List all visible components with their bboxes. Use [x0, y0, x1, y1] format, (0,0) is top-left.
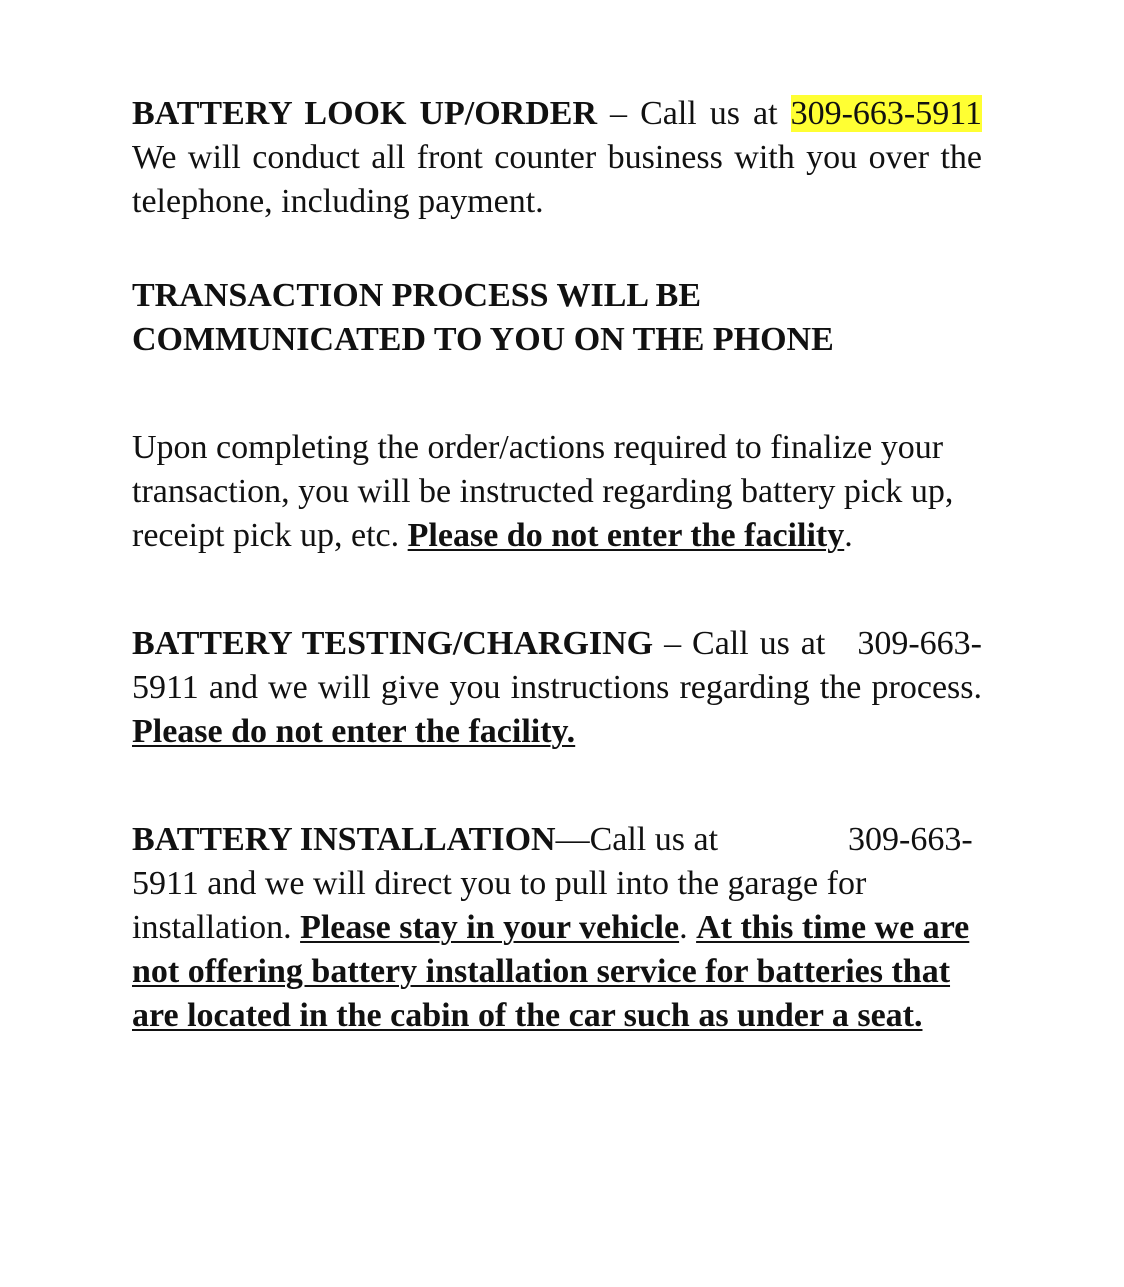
battery-installation-stay-warning: Please stay in your vehicle: [300, 909, 680, 946]
battery-lookup-paragraph: [132, 92, 982, 224]
battery-testing-heading: BATTERY TESTING/CHARGING: [132, 625, 654, 662]
battery-lookup-heading: BATTERY LOOK UP/ORDER: [132, 95, 598, 132]
battery-installation-heading: BATTERY INSTALLATION: [132, 821, 556, 858]
completion-body: Upon completing the order/actions required to finalize your transaction, you will be instructed regarding battery pick up, receipt pick up, etc.: [132, 429, 954, 554]
battery-testing-warning: Please do not enter the facility.: [132, 713, 576, 750]
battery-testing-phone: 309-663-5911: [132, 625, 983, 706]
completion-period: .: [844, 517, 853, 554]
battery-installation-paragraph: [132, 818, 982, 1038]
battery-testing-call-text: – Call us at: [653, 625, 826, 662]
transaction-notice-line1: TRANSACTION PROCESS WILL BE: [132, 277, 702, 314]
completion-warning: Please do not enter the facility: [407, 517, 845, 554]
battery-lookup-phone: 309-663-5911: [790, 95, 982, 132]
transaction-notice: [132, 274, 982, 362]
battery-installation-body: and we will direct you to pull into the garage for installation.: [132, 865, 867, 946]
battery-installation-period: .: [679, 909, 697, 946]
battery-installation-notice: At this time we are not offering battery installation service for batteries that are located in the cabin of the car such as under a seat.: [132, 909, 970, 1034]
battery-lookup-body: We will conduct all front counter business with you over the telephone, including payment.: [132, 139, 982, 220]
battery-lookup-call-text: – Call us at: [597, 95, 791, 132]
battery-installation-phone: 309-663-5911: [132, 821, 973, 902]
document: [132, 92, 982, 1038]
transaction-notice-line2: COMMUNICATED TO YOU ON THE PHONE: [132, 321, 834, 358]
battery-testing-body: and we will give you instructions regarding the process.: [198, 669, 982, 706]
battery-installation-call-text: —Call us at: [555, 821, 719, 858]
completion-paragraph: [132, 426, 982, 558]
battery-testing-paragraph: [132, 622, 982, 754]
